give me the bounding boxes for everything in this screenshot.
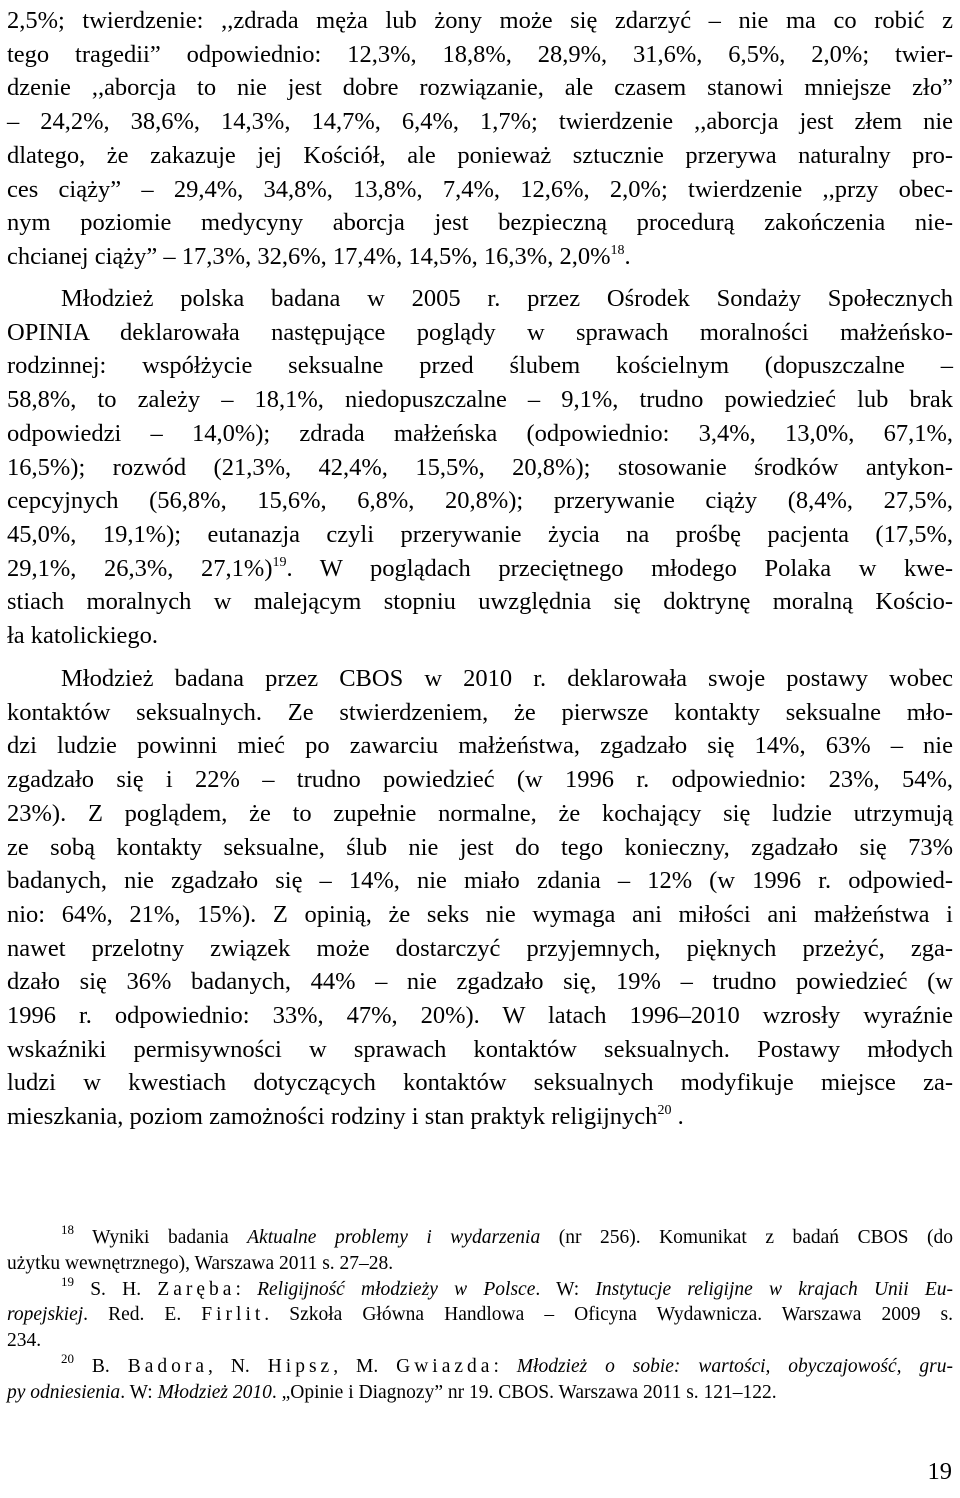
- text-line: cepcyjnych (56,8%, 15,6%, 6,8%, 20,8%); przerywanie ciąży (8,4%, 27,5%,: [7, 487, 953, 515]
- footnote-ref-20[interactable]: 20: [657, 1103, 672, 1119]
- text-line: ła katolickiego.: [7, 622, 159, 650]
- footnotes: [7, 1222, 954, 1406]
- text-line: [7, 552, 953, 586]
- text-line: ze sobą kontakty seksualne, ślub nie jest do tego konieczny, zgadzało się 73%: [7, 833, 953, 861]
- text-fragment: . Szkoła Główna Handlowa – Oficyna Wydawnicza. Warszawa 2009 s.: [264, 1304, 954, 1326]
- text-line: tego tragedii” odpowiednio: 12,3%, 18,8%, 28,9%, 31,6%, 6,5%, 2,0%; twier-: [7, 40, 953, 68]
- text-fragment: B.: [74, 1355, 128, 1377]
- text-fragment: . W poglądach przeciętnego młodego Polaka w kwe-: [286, 554, 954, 582]
- text-line: zgadzało się i 22% – trudno powiedzieć (w 1996 r. odpowiednio: 23%, 54%,: [7, 766, 953, 794]
- text-line: odpowiedzi – 14,0%); zdrada małżeńska (odpowiednio: 3,4%, 13,0%, 67,1%,: [7, 419, 953, 447]
- page-number: 19: [927, 1458, 952, 1485]
- text-line: Młodzież badana przez CBOS w 2010 r. deklarowała swoje postawy wobec: [61, 665, 953, 692]
- text-line: – 24,2%, 38,6%, 14,3%, 14,7%, 6,4%, 1,7%; twierdzenie ,,aborcja jest złem nie: [7, 108, 953, 136]
- text-fragment: :: [235, 1278, 258, 1300]
- footnote-line: [7, 1350, 953, 1380]
- title-italic: Instytucje religijne w krajach Unii Eu-: [595, 1278, 954, 1300]
- editor-spaced: Firlit: [201, 1304, 265, 1326]
- text-line: 2,5%; twierdzenie: ,,zdrada męża lub żony może się zdarzyć – nie ma co robić z: [7, 7, 953, 34]
- text-fragment: :: [493, 1355, 517, 1377]
- title-italic: py odniesienia: [7, 1381, 121, 1403]
- paragraph-3: [7, 662, 953, 1134]
- paragraph-1: [7, 4, 953, 274]
- text-fragment: , N.: [208, 1355, 268, 1377]
- text-line: wskaźniki permisywności w sprawach kontaktów seksualnych. Postawy młodych: [7, 1035, 953, 1063]
- footnote-number: 20: [61, 1350, 74, 1366]
- author-spaced: Hipsz: [267, 1355, 334, 1377]
- text-line: dzało się 36% badanych, 44% – nie zgadzało się, 19% – trudno powiedzieć (w: [7, 968, 953, 996]
- text-line: kontaktów seksualnych. Ze stwierdzeniem, że pierwsze kontakty seksualne mło-: [7, 698, 953, 726]
- footnote-20: [7, 1350, 953, 1406]
- footnote-line: [7, 1302, 953, 1328]
- author-spaced: Zaręba: [157, 1278, 236, 1300]
- title-italic: Aktualne problemy i wydarzenia: [247, 1227, 541, 1248]
- author-spaced: Badora: [127, 1355, 209, 1377]
- text-line: dlatego, że zakazuje jej Kościół, ale ponieważ sztucznie przerywa naturalny pro-: [7, 141, 953, 169]
- text-fragment: .: [624, 242, 631, 270]
- text-fragment: mieszkania, poziom zamożności rodziny i stan praktyk religijnych: [7, 1103, 658, 1131]
- footnote-line: [7, 1222, 954, 1251]
- title-italic: Młodzież o sobie: wartości, obyczajowość, gru-: [516, 1355, 953, 1377]
- text-line: 58,8%, to zależy – 18,1%, niedopuszczalne – 9,1%, trudno powiedzieć lub brak: [7, 386, 953, 414]
- footnote-ref-19[interactable]: 19: [272, 554, 287, 570]
- text-fragment: . W:: [535, 1278, 596, 1300]
- footnote-line: użytku wewnętrznego), Warszawa 2011 s. 27–28.: [7, 1252, 394, 1274]
- text-line: 16,5%); rozwód (21,3%, 42,4%, 15,5%, 20,8%); stosowanie środków antykon-: [7, 453, 953, 481]
- text-line: [7, 1100, 953, 1134]
- footnote-line: [7, 1273, 954, 1303]
- text-fragment: 29,1%, 26,3%, 27,1%): [7, 554, 273, 582]
- text-line: 23%). Z poglądem, że to zupełnie normalne, że kochający się ludzie utrzymują: [7, 799, 953, 827]
- text-line: badanych, nie zgadzało się – 14%, nie miało zdania – 12% (w 1996 r. odpowied-: [7, 867, 953, 895]
- text-line: ces ciąży” – 29,4%, 34,8%, 13,8%, 7,4%, 12,6%, 2,0%; twierdzenie ,,przy obec-: [7, 175, 953, 203]
- text-fragment: . Red. E.: [83, 1304, 202, 1326]
- text-line: Młodzież polska badana w 2005 r. przez Ośrodek Sondaży Społecznych: [61, 285, 953, 312]
- text-fragment: S. H.: [74, 1278, 158, 1300]
- footnote-line: 234.: [7, 1330, 42, 1352]
- text-fragment: chcianej ciąży” – 17,3%, 32,6%, 17,4%, 14,5%, 16,3%, 2,0%: [7, 242, 611, 270]
- text-line: nawet przelotny związek może dostarczyć przyjemnych, pięknych przeżyć, zga-: [7, 934, 953, 962]
- text-line: ludzi w kwestiach dotyczących kontaktów seksualnych modyfikuje miejsce za-: [7, 1069, 953, 1097]
- paragraph-2: [7, 282, 953, 653]
- footnote-18: [7, 1222, 954, 1277]
- author-spaced: Gwiazda: [396, 1355, 494, 1377]
- text-fragment: . W:: [120, 1381, 158, 1403]
- title-italic: ropejskiej: [7, 1304, 84, 1326]
- text-fragment: . „Opinie i Diagnozy” nr 19. CBOS. Warszawa 2011 s. 121–122.: [271, 1381, 777, 1403]
- text-line: [7, 240, 953, 274]
- text-line: dzi ludzie powinni mieć po zawarciu małżeństwa, zgadzało się 14%, 63% – nie: [7, 732, 953, 760]
- text-line: 45,0%, 19,1%); eutanazja czyli przerywanie życia na prośbę pacjenta (17,5%,: [7, 520, 953, 548]
- title-italic: Religijność młodzieży w Polsce: [257, 1278, 536, 1300]
- text-line: rodzinnej: współżycie seksualne przed ślubem kościelnym (dopuszczalne –: [7, 352, 953, 380]
- text-fragment: , M.: [333, 1355, 397, 1377]
- text-line: dzenie ,,aborcja to nie jest dobre rozwiązanie, ale czasem stanowi mniejsze zło”: [7, 74, 953, 102]
- footnote-number: 18: [61, 1222, 74, 1237]
- title-italic: Młodzież 2010: [157, 1381, 272, 1403]
- footnote-line: [7, 1380, 953, 1406]
- text-fragment: (nr 256). Komunikat z badań CBOS (do: [540, 1227, 954, 1248]
- text-fragment: .: [671, 1103, 684, 1131]
- text-fragment: Wyniki badania: [74, 1227, 248, 1248]
- footnote-ref-18[interactable]: 18: [610, 242, 625, 258]
- text-line: stiach moralnych w malejącym stopniu uwzględnia się doktrynę moralną Kościo-: [7, 588, 953, 616]
- footnote-19: [7, 1273, 954, 1354]
- footnote-number: 19: [61, 1273, 74, 1289]
- text-line: 1996 r. odpowiednio: 33%, 47%, 20%). W latach 1996–2010 wzrosły wyraźnie: [7, 1002, 953, 1030]
- text-line: nym poziomie medycyny aborcja jest bezpieczną procedurą zakończenia nie-: [7, 209, 953, 237]
- text-line: nio: 64%, 21%, 15%). Z opinią, że seks nie wymaga ani miłości ani małżeństwa i: [7, 900, 953, 928]
- text-line: OPINIA deklarowała następujące poglądy w sprawach moralności małżeńsko-: [7, 318, 953, 346]
